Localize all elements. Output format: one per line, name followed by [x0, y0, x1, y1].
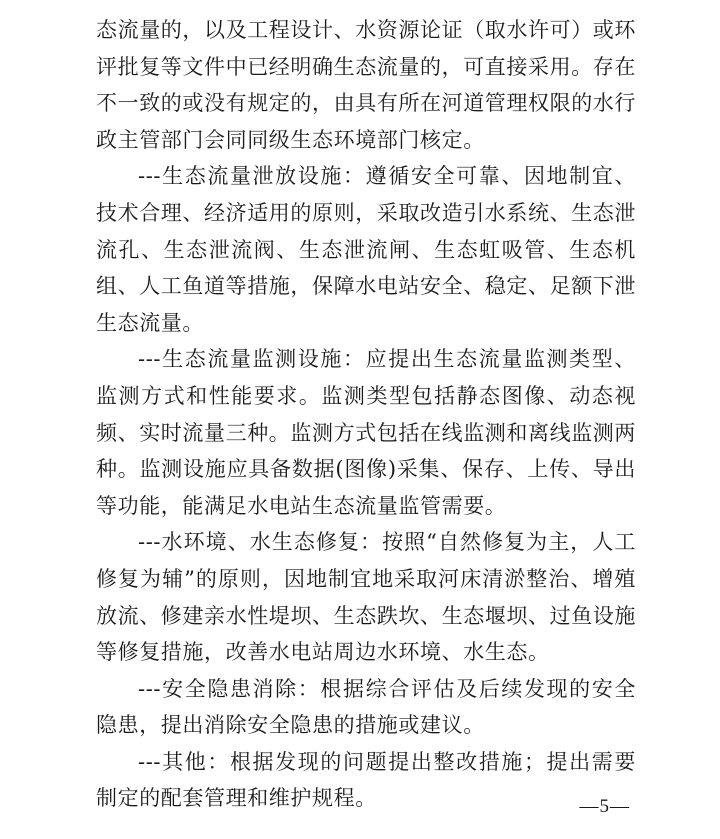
paragraph-text: ---其他：根据发现的问题提出整改措施；提出需要制定的配套管理和维护规程。 [96, 749, 636, 811]
paragraph-other [96, 744, 636, 817]
paragraph-text: ---安全隐患消除：根据综合评估及后续发现的安全隐患，提出消除安全隐患的措施或建议。 [96, 676, 636, 738]
paragraph-ecological-flow-discharge-facilities [96, 158, 636, 341]
document-body [96, 12, 636, 817]
paragraph-ecological-flow-monitoring-facilities [96, 341, 636, 524]
paragraph-safety-hazard-elimination [96, 671, 636, 744]
paragraph-text: ---水环境、水生态修复：按照“自然修复为主，人工修复为辅”的原则，因地制宜地采取河床清淤整治、增殖放流、修建亲水性堤坝、生态跌坎、生态堰坝、过鱼设施等修复措施，改善水电站周边水环境、水生态。 [96, 530, 636, 665]
page-number: —5— [579, 796, 630, 817]
paragraph-water-environment-restoration [96, 524, 636, 670]
paragraph-continuation: 态流量的，以及工程设计、水资源论证（取水许可）或环评批复等文件中已经明确生态流量的，可直接采用。存在不一致的或没有规定的，由具有所在河道管理权限的水行政主管部门会同同级生态环境部门核定。 [96, 18, 636, 152]
paragraph-text: ---生态流量监测设施：应提出生态流量监测类型、监测方式和性能要求。监测类型包括静态图像、动态视频、实时流量三种。监测方式包括在线监测和离线监测两种。监测设施应具备数据(图像)采集、保存、上传、导出等功能，能满足水电站生态流量监管需要。 [96, 347, 636, 518]
paragraph-text: ---生态流量泄放设施：遵循安全可靠、因地制宜、技术合理、经济适用的原则，采取改造引水系统、生态泄流孔、生态泄流阀、生态泄流闸、生态虹吸管、生态机组、人工鱼道等措施，保障水电站安全、稳定、足额下泄生态流量。 [96, 164, 636, 335]
